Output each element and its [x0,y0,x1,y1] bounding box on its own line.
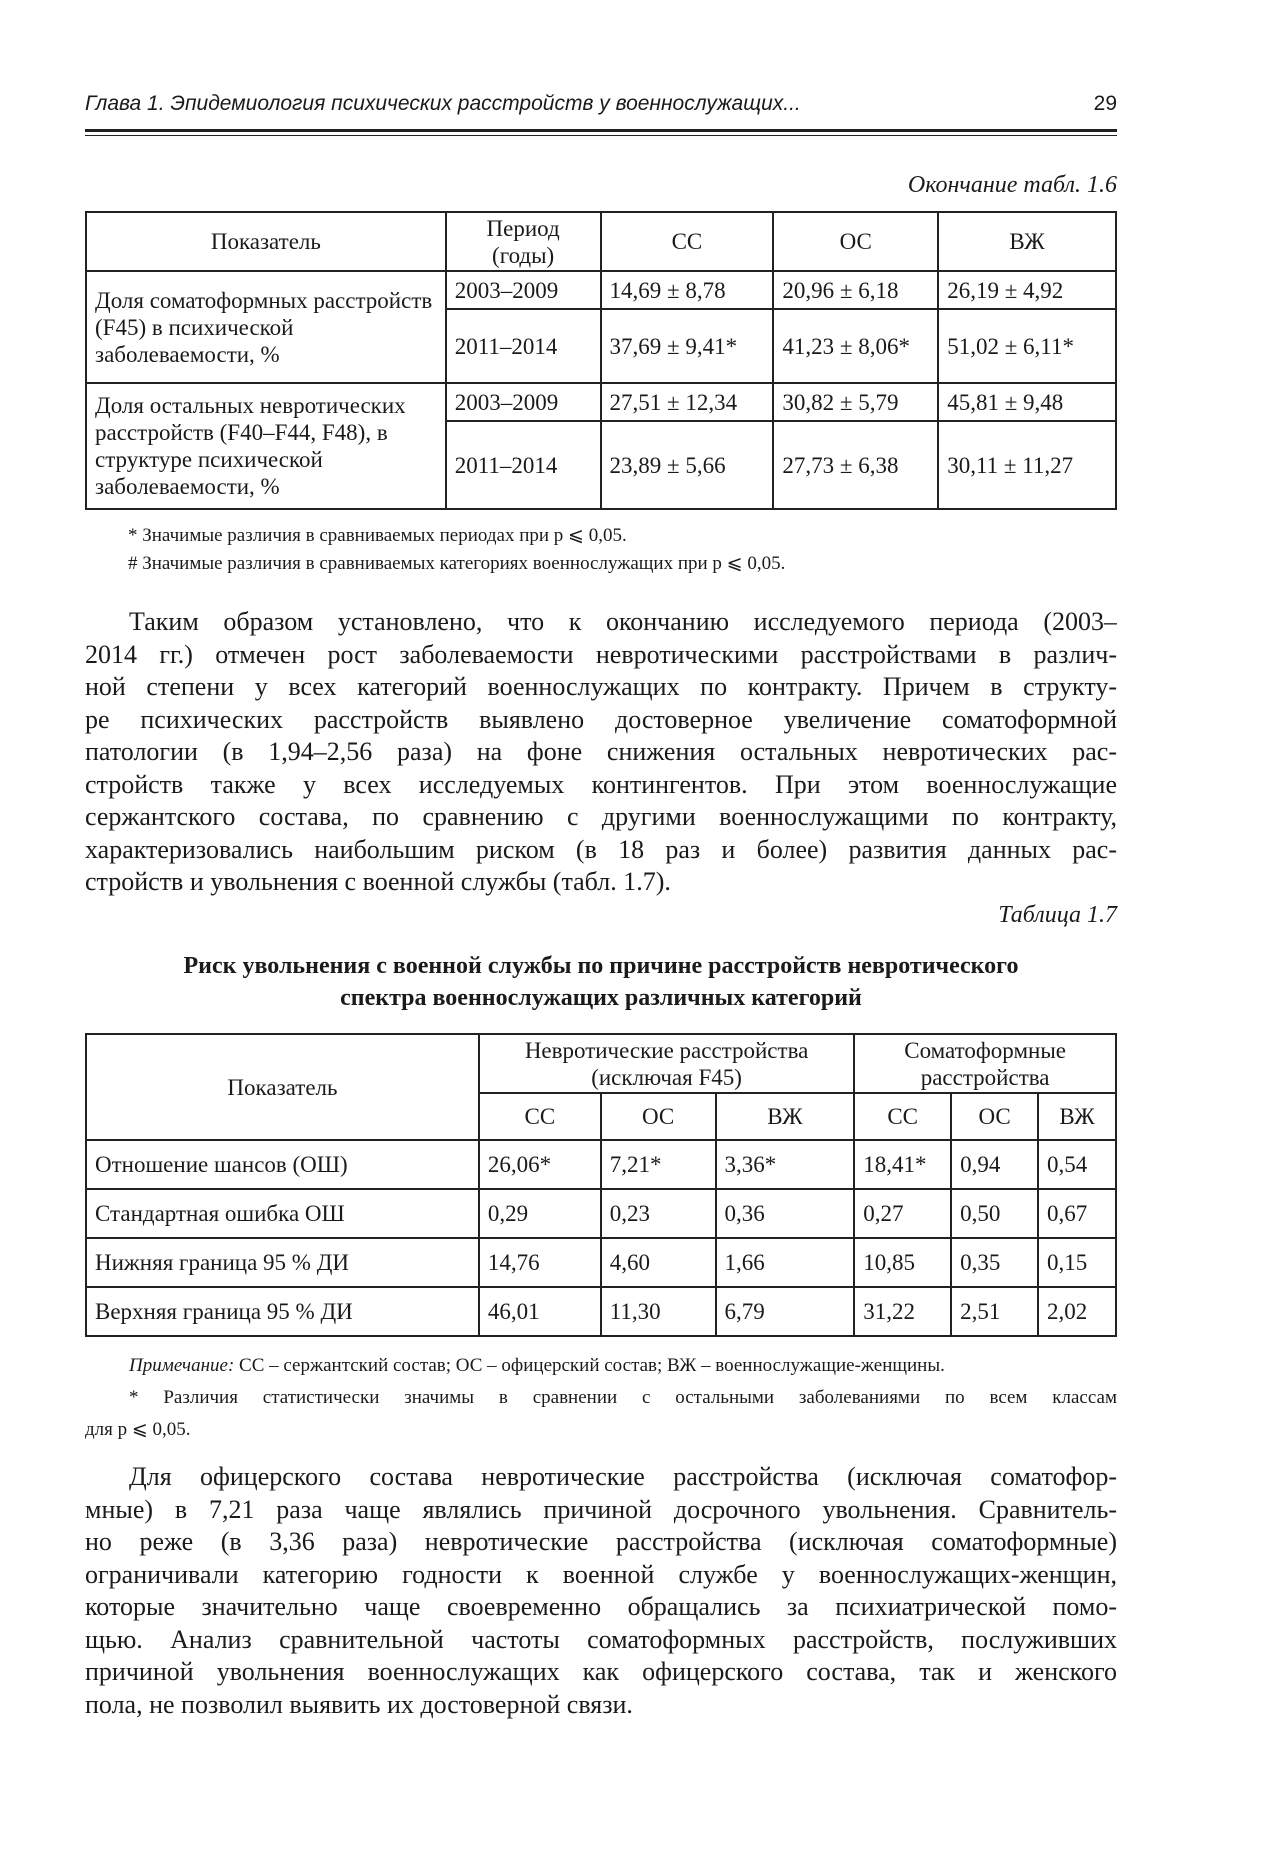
table-row [86,271,1116,309]
cell: 0,23 [601,1189,716,1238]
text-line: Для офицерского состава невротические расстройства (исключая соматофор- [129,1462,1117,1491]
cell: 41,23 ± 8,06* [773,309,938,383]
cell: 30,11 ± 11,27 [938,421,1116,509]
title-line: Риск увольнения с военной службы по причине расстройств невротического [183,953,1019,979]
cell: 2003–2009 [446,271,601,309]
text-line: сержантского состава, по сравнению с другими военнослужащими по контракту, [85,802,1117,831]
text-line: 2014 гг.) отмечен рост заболеваемости невротическими расстройствами в различ- [85,639,1117,669]
cell: 7,21* [601,1140,716,1189]
table-row [86,1140,1116,1189]
cell: 27,51 ± 12,34 [601,383,774,421]
cell: 2,51 [951,1287,1038,1336]
cell: 37,69 ± 9,41* [601,309,774,383]
cell: 3,36* [716,1140,855,1189]
note-line: * Различия статистически значимы в сравнении с остальными заболеваниями по всем классам [129,1387,1117,1408]
cell: 27,73 ± 6,38 [773,421,938,509]
table-row [86,1238,1116,1287]
page-number: 29 [1093,92,1117,115]
cell: 26,06* [479,1140,601,1189]
cell: 0,29 [479,1189,601,1238]
row-label: Доля остальных невротических расстройств (F40–F44, F48), в структуре психической заболеваемости, % [86,383,446,509]
cell: 31,22 [854,1287,951,1336]
col-header: ОС [773,212,938,271]
table-1-7-caption: Таблица 1.7 [998,902,1117,928]
text-line: стройств также у всех исследуемых контингентов. При этом военнослужащие [85,769,1117,799]
cell: 51,02 ± 6,11* [938,309,1116,383]
cell: 46,01 [479,1287,601,1336]
cell: 23,89 ± 5,66 [601,421,774,509]
table-1-6 [85,211,1117,510]
cell: 2011–2014 [446,421,601,509]
header-rule-thin [85,135,1117,136]
title-line: спектра военнослужащих различных категорий [340,985,862,1011]
footnote: * Значимые различия в сравниваемых периодах при p ⩽ 0,05. [128,525,627,546]
chapter-title: Глава 1. Эпидемиология психических расстройств у военнослужащих... [85,92,801,115]
cell: 0,15 [1038,1238,1116,1287]
cell: 14,69 ± 8,78 [601,271,774,309]
cell: 11,30 [601,1287,716,1336]
cell: 0,36 [716,1189,855,1238]
text-line: ной степени у всех категорий военнослужащих по контракту. Причем в структу- [85,672,1117,701]
cell: 0,27 [854,1189,951,1238]
text-line: стройств и увольнения с военной службы (табл. 1.7). [85,867,671,896]
cell: 0,35 [951,1238,1038,1287]
cell: 30,82 ± 5,79 [773,383,938,421]
cell: 0,50 [951,1189,1038,1238]
note-label: Примечание: [129,1355,235,1376]
table-note [85,1350,1117,1446]
paragraph [85,1461,1117,1721]
paragraph [85,606,1117,899]
text-line: причиной увольнения военнослужащих как офицерского состава, так и женского [85,1657,1117,1686]
cell: 10,85 [854,1238,951,1287]
sub-header: ВЖ [1038,1093,1116,1140]
cell: 18,41* [854,1140,951,1189]
row-label: Стандартная ошибка ОШ [86,1189,479,1238]
cell: 4,60 [601,1238,716,1287]
row-label: Доля соматоформных расстройств (F45) в психической заболеваемости, % [86,271,446,383]
table-row [86,1287,1116,1336]
row-label: Нижняя граница 95 % ДИ [86,1238,479,1287]
text-line: Таким образом установлено, что к окончанию исследуемого периода (2003– [129,607,1117,636]
cell: 0,54 [1038,1140,1116,1189]
row-label: Отношение шансов (ОШ) [86,1140,479,1189]
cell: 2,02 [1038,1287,1116,1336]
footnote: # Значимые различия в сравниваемых категориях военнослужащих при p ⩽ 0,05. [128,553,786,574]
cell: 14,76 [479,1238,601,1287]
sub-header: СС [479,1093,601,1140]
note-text: СС – сержантский состав; ОС – офицерский состав; ВЖ – военнослужащие-женщины. [234,1355,945,1376]
sub-header: ОС [601,1093,716,1140]
cell: 2003–2009 [446,383,601,421]
text-line: щью. Анализ сравнительной частоты соматоформных расстройств, послуживших [85,1624,1117,1654]
table-1-7-title [85,950,1117,1014]
sub-header: ОС [951,1093,1038,1140]
row-label: Верхняя граница 95 % ДИ [86,1287,479,1336]
col-header: ВЖ [938,212,1116,271]
table-1-7 [85,1033,1117,1337]
running-header [85,92,1117,116]
cell: 0,67 [1038,1189,1116,1238]
cell: 0,94 [951,1140,1038,1189]
text-line: но реже (в 3,36 раза) невротические расстройства (исключая соматоформные) [85,1527,1117,1556]
cell: 20,96 ± 6,18 [773,271,938,309]
col-header: Показатель [86,1034,479,1140]
text-line: мные) в 7,21 раза чаще являлись причиной досрочного увольнения. Сравнитель- [85,1494,1117,1524]
cell: 26,19 ± 4,92 [938,271,1116,309]
cell: 2011–2014 [446,309,601,383]
note-line: для p ⩽ 0,05. [85,1419,191,1440]
col-header: Показатель [86,212,446,271]
col-header: Период (годы) [446,212,601,271]
text-line: патологии (в 1,94–2,56 раза) на фоне снижения остальных невротических рас- [85,737,1117,766]
cell: 6,79 [716,1287,855,1336]
sub-header: ВЖ [716,1093,855,1140]
sub-header: СС [854,1093,951,1140]
table-row [86,1189,1116,1238]
group-header: Соматоформные расстройства [854,1034,1116,1093]
header-rule [85,129,1117,132]
group-header: Невротические расстройства (исключая F45) [479,1034,854,1093]
cell: 45,81 ± 9,48 [938,383,1116,421]
text-line: характеризовались наибольшим риском (в 18 раз и более) развития данных рас- [85,834,1117,864]
col-header: СС [601,212,774,271]
table-1-6-caption: Окончание табл. 1.6 [907,172,1117,198]
text-line: которые значительно чаще своевременно обращались за психиатрической помо- [85,1592,1117,1621]
table-row [86,383,1116,421]
text-line: пола, не позволил выявить их достоверной связи. [85,1689,633,1719]
cell: 1,66 [716,1238,855,1287]
text-line: ре психических расстройств выявлено достоверное увеличение соматоформной [85,704,1117,734]
text-line: ограничивали категорию годности к военной службе у военнослужащих-женщин, [85,1559,1117,1589]
